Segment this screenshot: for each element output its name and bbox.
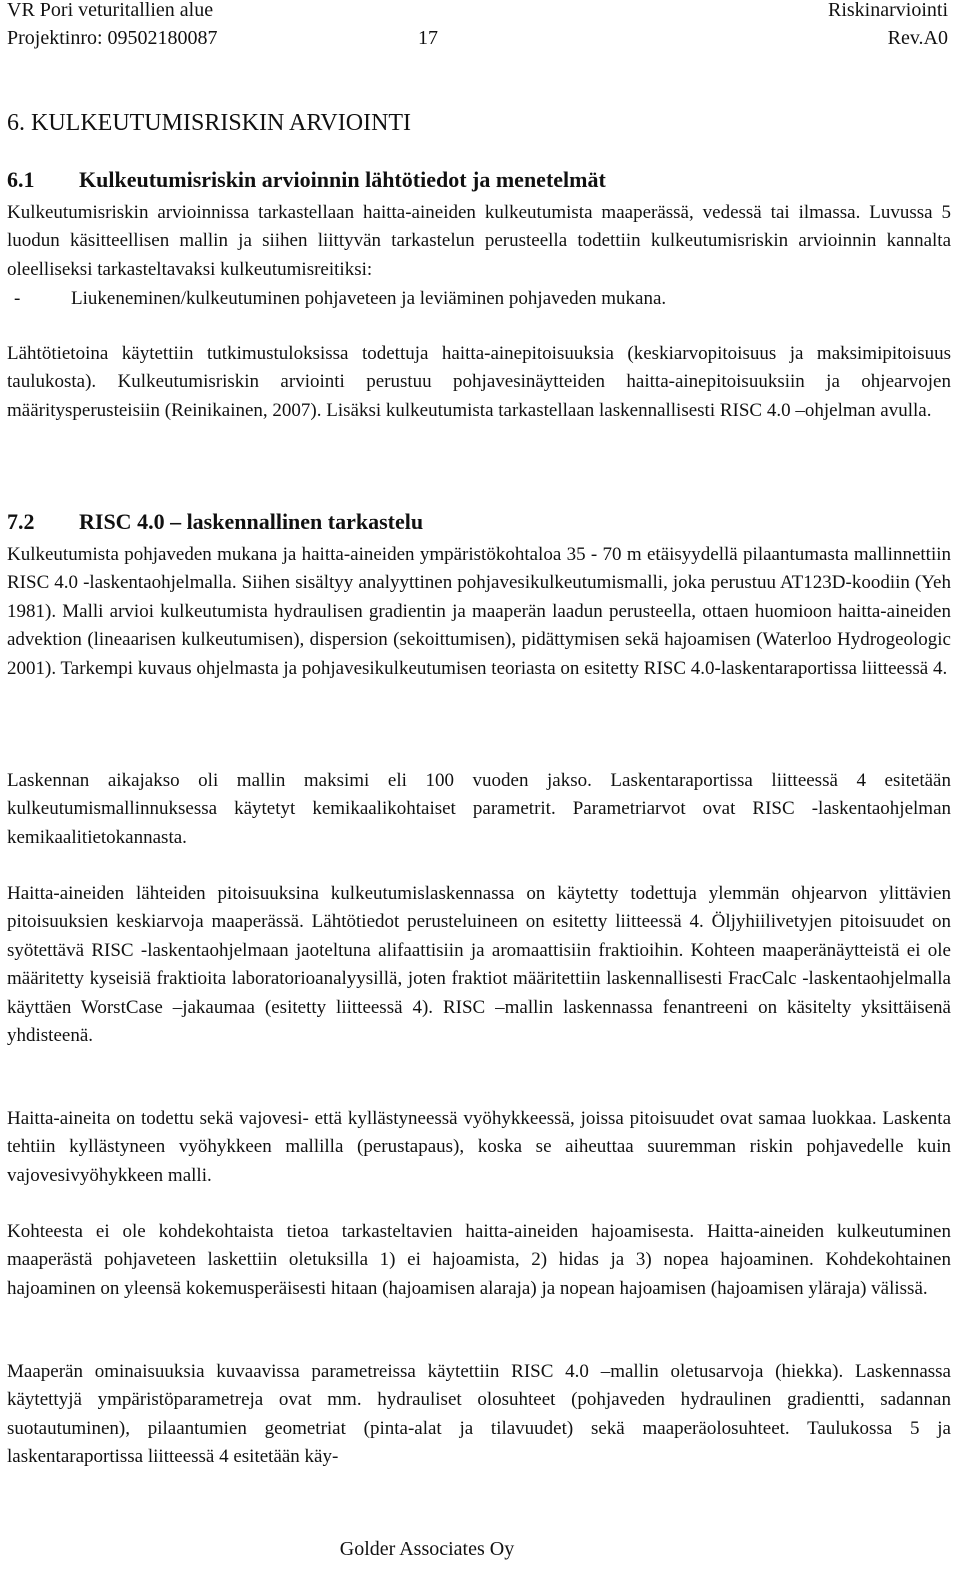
section-6-1-paragraph-1: Kulkeutumisriskin arvioinnissa tarkastellaan haitta-aineiden kulkeutumista maaperässä, vedessä tai ilmassa. Luvussa 5 luodun käsitteellisen mallin ja siihen liittyvän tarkastelun perusteella todettiin kulkeutumisriskin arvioinnin kannalta oleelliseksi tarkasteltavaksi kulkeutumisreitiksi: — [7, 202, 951, 280]
header-project-number: Projektinro: 09502180087 — [7, 27, 218, 49]
section-6-1-heading — [7, 166, 606, 194]
section-6-1-paragraph-2: Lähtötietoina käytettiin tutkimustuloksissa todettuja haitta-ainepitoisuuksia (keskiarvopitoisuus ja maksimipitoisuus taulukosta). Kulkeutumisriskin arviointi perustuu pohjavesinäytteiden haitta-ainepitoisuuksiin ja ohjearvojen määritysperusteisiin (Reinikainen, 2007). Lisäksi kulkeutumista tarkastellaan laskennallisesti RISC 4.0 –ohjelman avulla. — [7, 343, 951, 421]
section-6-1-title: Kulkeutumisriskin arvioinnin lähtötiedot ja menetelmät — [79, 167, 606, 192]
header-page-number: 17 — [418, 27, 438, 49]
section-7-2-paragraph-4: Haitta-aineita on todettu sekä vajovesi- että kyllästyneessä vyöhykkeessä, joissa pitoisuudet ovat samaa luokkaa. Laskenta tehtiin kyllästyneen vyöhykkeen mallilla (perustapaus), koska se aiheuttaa suuremman riskin pohjavedelle kuin vajovesivyöhykkeen malli. — [7, 1108, 951, 1186]
list-item-text: Liukeneminen/kulkeutuminen pohjaveteen ja leviäminen pohjaveden mukana. — [71, 288, 667, 309]
section-7-2-paragraph-5: Kohteesta ei ole kohdekohtaista tietoa tarkasteltavien haitta-aineiden hajoamisesta. Haitta-aineiden kulkeutuminen maaperästä pohjaveteen laskettiin oletuksilla 1) ei hajoamista, 2) hidas ja 3) nopea hajoaminen. Kohdekohtainen hajoaminen on yleensä kokemusperäisesti hitaan (hajoamisen alaraja) ja nopean hajoamisen (hajoamisen yläraja) välissä. — [7, 1221, 951, 1299]
section-7-2-paragraph-2: Laskennan aikajakso oli mallin maksimi eli 100 vuoden jakso. Laskentaraportissa liitteessä 4 esitetään kulkeutumismallinnuksessa käytetyt kemikaalikohtaiset parametrit. Parametriarvot ovat RISC -laskentaohjelman kemikaalitietokannasta. — [7, 770, 951, 848]
header-doc-type: Riskinarviointi — [828, 0, 948, 21]
section-6-heading: 6. KULKEUTUMISRISKIN ARVIOINTI — [7, 110, 412, 136]
footer-company: Golder Associates Oy — [339, 1538, 515, 1560]
section-6-1-number: 6.1 — [7, 167, 35, 192]
section-7-2-title: RISC 4.0 – laskennallinen tarkastelu — [79, 509, 424, 534]
header-org: VR Pori veturitallien alue — [7, 0, 214, 21]
header-revision: Rev.A0 — [887, 27, 948, 49]
list-item-dash: - — [14, 288, 21, 309]
section-7-2-paragraph-6: Maaperän ominaisuuksia kuvaavissa parametreissa käytettiin RISC 4.0 –mallin oletusarvoja (hiekka). Laskennassa käytettyjä ympäristöparametreja ovat mm. hydrauliset olosuhteet (pohjaveden hydraulinen gradientti, sadannan suotautuminen), pilaantumien geometriat (pinta-alat ja tilavuudet) sekä maaperäolosuhteet. Taulukossa 5 ja laskentaraportissa liitteessä 4 esitetään käy- — [7, 1361, 951, 1468]
section-7-2-number: 7.2 — [7, 509, 35, 534]
section-7-2-paragraph-1: Kulkeutumista pohjaveden mukana ja haitta-aineiden ympäristökohtaloa 35 - 70 m etäisyydellä pilaantumasta mallinnettiin RISC 4.0 -laskentaohjelmalla. Siihen sisältyy analyyttinen pohjavesikulkeutumismalli, joka perustuu AT123D-koodiin (Yeh 1981). Malli arvioi kulkeutumista hydraulisen gradientin ja maaperän laadun perusteella, ottaen huomioon haitta-aineiden advektion (lineaarisen kulkeutumisen), dispersion (sekoittumisen), pidättymisen sekä hajoamisen (Waterloo Hydrogeologic 2001). Tarkempi kuvaus ohjelmasta ja pohjavesikulkeutumisen teoriasta on esitetty RISC 4.0-laskentaraportissa liitteessä 4. — [7, 544, 951, 679]
list-item — [7, 285, 951, 313]
section-7-2-paragraph-3: Haitta-aineiden lähteiden pitoisuuksina kulkeutumislaskennassa on käytetty todettuja ylemmän ohjearvon ylittävien pitoisuuksien keskiarvoja maaperässä. Lähtötiedot perusteluineen on esitetty liitteessä 4. Öljyhiilivetyjen pitoisuudet on syötettävä RISC -laskentaohjelmaan jaoteltuna alifaattisiin ja aromaattisiin fraktioihin. Kohteen maaperänäytteistä ei ole määritetty kyseisiä fraktioita laboratorioanalyysillä, joten fraktiot määritettiin laskennallisesti FracCalc -laskentaohjelmalla käyttäen WorstCase –jakaumaa (esitetty liitteessä 4). RISC –mallin laskennassa fenantreeni on käsitelty yksittäisenä yhdisteenä. — [7, 883, 951, 1047]
section-7-2-heading — [7, 508, 423, 536]
